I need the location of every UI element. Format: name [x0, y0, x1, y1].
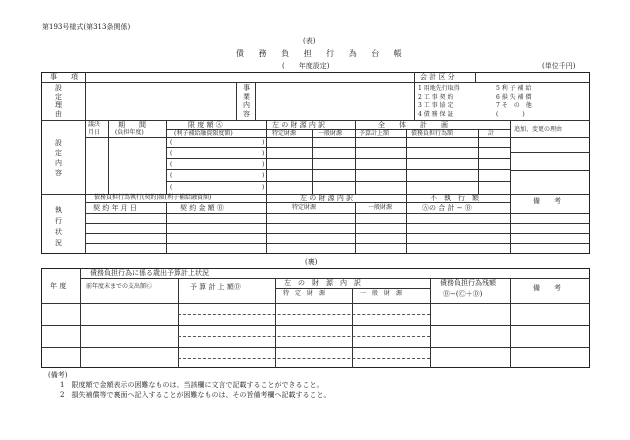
tokutei-zaigen-label: 特定財源	[272, 130, 297, 137]
ippan-zaigen-label: 一般財源	[318, 130, 343, 137]
keiyaku-gaku-label: 契 約 金 額 Ⓑ	[180, 204, 224, 212]
yosan-kei-label: 予算計上額	[359, 130, 390, 137]
category-item: 1 用地先行取得	[418, 85, 460, 92]
front-side-label: (表)	[303, 37, 316, 45]
notes-heading: (備考)	[48, 371, 68, 379]
category-item: 5 利 子 補 給	[496, 85, 532, 92]
fushikko-label: 不 執 行 額	[430, 194, 479, 202]
note-item: 2 損失補償等で裏面へ記入することが困難なものは、その旨備考欄へ記載すること。	[60, 391, 331, 399]
category-item: 4 債 務 保 証	[418, 110, 454, 118]
back-heading: 債務負担行為に係る歳出予算計上状況	[90, 269, 209, 277]
category-item: 2 工 事 契 約	[418, 93, 454, 101]
back-ippan-label: 一 般 財 源	[360, 290, 403, 297]
giketsu-label: 議決	[88, 121, 101, 128]
jigyo-naiyo-label: 事 業 内 容	[243, 84, 250, 118]
zan-gaku-label: 債務負担行為残額	[440, 279, 496, 287]
category-item: ( )	[496, 110, 525, 118]
back-nendo-label: 年 度	[50, 282, 67, 290]
settei-naiyo-label: 設 定 内 容	[55, 139, 62, 177]
yosan-keijo-label: 予 算 計 上 額Ⓓ	[190, 283, 241, 291]
category-item: 3 工 事 協 定	[418, 102, 454, 109]
keiyaku-date-label: 契 約 年 月 日	[93, 204, 137, 212]
note-item: 1 限度額で金額表示の困難なものは、当該欄に文言で記載することができること。	[60, 381, 324, 389]
settei-riyu-label: 設 定 理 由	[55, 84, 62, 118]
hidari-zaigen-label: 左 の 財 源 内 訳	[272, 121, 326, 129]
saimu-futan-gaku-label: 債務負担行為額	[411, 130, 454, 137]
page-title: 債 務 負 担 行 為 台 帳	[236, 49, 408, 58]
tsuika-riyu-label: 追加、変更の理由	[514, 126, 563, 133]
kaikei-label: 会 計 区 分	[420, 73, 455, 81]
shikko-zaigen-label: 左 の 財 源 内 訳	[300, 194, 354, 202]
gendo-gaku-label: 限 度 額 Ⓐ	[188, 121, 223, 129]
zennendo-label: 前年度末までの支出額Ⓒ	[86, 283, 153, 290]
kikan-label: 期 間	[118, 121, 146, 129]
category-item: 6 損 失 補 償	[496, 93, 532, 101]
category-item: 7 そ の 他	[496, 102, 532, 109]
front-biko-label: 備 考	[533, 197, 561, 205]
shikko-ippan-label: 一般財源	[368, 204, 393, 211]
category-list-left	[418, 85, 460, 119]
category-list-right	[496, 85, 532, 119]
unit-label: (単位千円)	[542, 62, 576, 70]
back-biko-label: 備 考	[533, 284, 561, 292]
shikko-jokyo-label: 執 行 状 況	[55, 206, 62, 247]
zan-formula-label: Ⓑ−(Ⓒ＋Ⓓ)	[443, 290, 483, 298]
jiko-label: 事 項	[50, 73, 78, 81]
fiscal-year-set: ( 年度設定)	[282, 62, 330, 70]
tsukihi-label: 月日	[88, 129, 101, 136]
back-side-label: (裏)	[305, 258, 318, 266]
fushikko-formula-label: Ⓐの 合 計 − Ⓑ	[422, 204, 472, 212]
shikko-tokutei-label: 特定財源	[292, 204, 317, 211]
back-tokutei-label: 特 定 財 源	[283, 290, 326, 297]
rishi-gendo-label: (利子補給融資限度額)	[174, 130, 233, 137]
form-number: 第193号様式(第313条関係)	[42, 23, 131, 31]
kei-label: 計	[488, 130, 495, 137]
back-zaigen-label: 左 の 財 源 内 訳	[284, 279, 361, 287]
futan-nendo-label: (負担年度)	[115, 129, 144, 136]
zentai-keikaku-label: 全 体 計 画	[378, 121, 448, 129]
shikko-header-label: 債務負担行為執行(契約)額(利子補給融資額)	[94, 194, 212, 201]
